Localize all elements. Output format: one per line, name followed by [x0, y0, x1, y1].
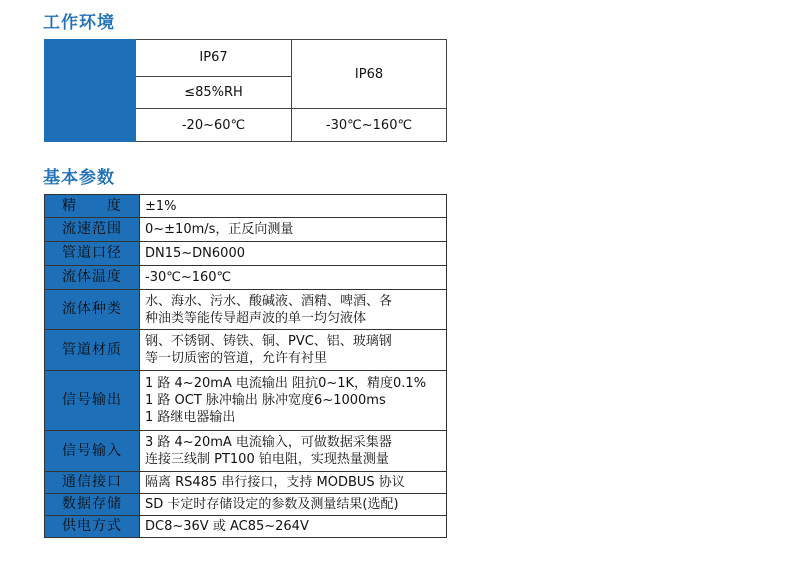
parameter-value-line: 1 路 4~20mA 电流输出 阻抗0~1K，精度0.1% [145, 376, 427, 391]
parameter-value-line: 钢、不锈钢、铸铁、铜、PVC、铝、玻璃钢 [145, 334, 392, 349]
env-protection-left: IP67 [136, 40, 292, 77]
parameter-value [140, 494, 447, 516]
table-row [45, 195, 447, 218]
parameter-value [140, 472, 447, 494]
parameters-section-title: 基本参数 [43, 168, 115, 188]
table-row [45, 494, 447, 516]
parameter-value-line: SD 卡定时存储设定的参数及测量结果(选配) [145, 497, 399, 512]
parameter-key: 信号输出 [45, 371, 140, 431]
parameter-key: 流体温度 [45, 266, 140, 290]
parameter-key: 流体种类 [45, 290, 140, 330]
parameter-value-line: 3 路 4~20mA 电流输入，可做数据采集器 [145, 435, 392, 450]
parameter-value-line: 1 路继电器输出 [145, 410, 236, 425]
parameter-value-line: 种油类等能传导超声波的单一均匀液体 [145, 310, 367, 326]
table-row [45, 266, 447, 290]
parameter-key: 管道材质 [45, 330, 140, 371]
parameter-value [140, 242, 447, 266]
table-row [45, 472, 447, 494]
parameter-key: 精 度 [45, 195, 140, 218]
parameter-value-line: DN15~DN6000 [145, 246, 245, 261]
parameter-value [140, 330, 447, 371]
parameter-value-line: 1 路 OCT 脉冲输出 脉冲宽度6~1000ms [145, 393, 386, 408]
parameter-value [140, 195, 447, 218]
parameter-value-line: 隔离 RS485 串行接口，支持 MODBUS 协议 [145, 475, 405, 490]
env-temp-left: -20~60℃ [136, 109, 292, 142]
parameter-value-line: DC8~36V 或 AC85~264V [145, 519, 309, 534]
parameters-table [44, 194, 447, 538]
parameter-value-line: 0~±10m/s，正反向测量 [145, 222, 294, 237]
table-row [45, 330, 447, 371]
parameter-key: 管道口径 [45, 242, 140, 266]
table-row [45, 242, 447, 266]
parameter-value-line: ±1% [145, 198, 177, 214]
env-humidity-left: ≤85%RH [136, 76, 292, 109]
parameter-value-line: -30℃~160℃ [145, 270, 232, 285]
env-protection-right: IP68 [292, 40, 447, 109]
parameter-value [140, 266, 447, 290]
table-row [45, 218, 447, 242]
parameter-key: 供电方式 [45, 516, 140, 538]
parameter-value [140, 431, 447, 472]
environment-label-cell [45, 40, 136, 109]
table-row [45, 371, 447, 431]
parameter-value-line: 水、海水、污水、酸碱液、酒精、啤酒、各 [145, 293, 393, 309]
parameter-key: 信号输入 [45, 431, 140, 472]
table-row [45, 431, 447, 472]
environment-label-cell [45, 109, 136, 142]
parameter-value [140, 290, 447, 330]
parameter-value [140, 516, 447, 538]
environment-section-title: 工作环境 [43, 13, 115, 33]
environment-table [44, 39, 447, 142]
parameter-key: 流速范围 [45, 218, 140, 242]
parameter-key: 通信接口 [45, 472, 140, 494]
parameter-value-line: 连接三线制 PT100 铂电阻，实现热量测量 [145, 452, 389, 467]
table-row [45, 290, 447, 330]
parameter-value [140, 218, 447, 242]
parameter-key: 数据存储 [45, 494, 140, 516]
env-temp-right: -30℃~160℃ [292, 109, 447, 142]
table-row [45, 516, 447, 538]
parameter-value-line: 等一切质密的管道，允许有衬里 [145, 351, 328, 366]
parameter-value [140, 371, 447, 431]
